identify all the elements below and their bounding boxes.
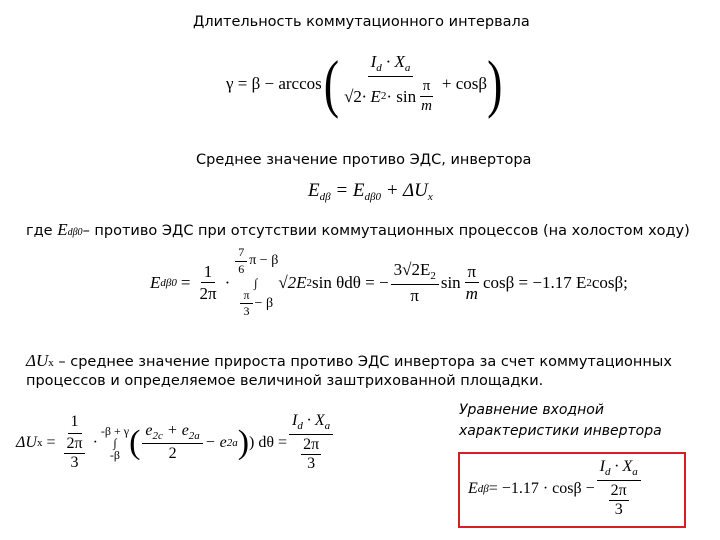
integral-limits: $\frac{7}{6}$ π − β ∫ $\frac{\pi}{3}$ − β: [233, 246, 278, 319]
formula-gamma: γ = β − arccos ( $I_d \cdot X_a$ √2 · E 2 · sin $\frac{\pi}{m}$ + cosβ ): [226, 47, 503, 119]
delta-paragraph-line2: процессов и определяемое величиной заштрихованной площадки.: [26, 373, 544, 389]
formula-delta-ux: ΔU x = 1 2π 3 · -β + γ ∫ -β ( $\frac{e_{2c} + e_{2a}}{2}$ − e 2a ) ) dθ = $I_d \cdot X_a$ 2π 3: [16, 412, 335, 473]
right-paren-glyph: ): [487, 47, 503, 119]
delta-integral-limits: -β + γ ∫ -β: [100, 423, 130, 462]
delta-right-paren: ): [237, 423, 250, 461]
delta-paragraph-line1: ΔUx – среднее значение прироста противо ЭДС инвертора за счет коммутационных: [26, 351, 672, 370]
formula-boxed: E dβ = −1.17 · cosβ − $I_d \cdot X_a$ 2π 3: [468, 458, 643, 519]
where-paragraph: где Edβ0– противо ЭДС при отсутствии коммутационных процессов (на холостом ходу): [26, 220, 690, 239]
heading-avg-counter-emf: Среднее значение противо ЭДС, инвертора: [196, 152, 532, 168]
left-paren-glyph: (: [323, 47, 340, 119]
integral-glyph: ∫: [254, 275, 258, 290]
delta-left-paren: (: [129, 423, 141, 461]
note-line1: Уравнение входной: [459, 402, 604, 418]
delta-integral-glyph: ∫: [113, 435, 117, 450]
formula-edb: $E_{d\beta} = E_{d\beta 0} + \Delta U_x$: [308, 180, 433, 203]
formula-gamma-lhs: γ = β − arccos: [226, 73, 322, 93]
formula-gamma-rhs: + cosβ: [441, 73, 488, 93]
note-line2: характеристики инвертора: [459, 423, 662, 439]
formula-edb0: E dβ0 = $\frac{1}{2\pi}$ · $\frac{7}{6}$ π − β ∫ $\frac{\pi}{3}$ − β √2E 2 sin θdθ = − $\frac{3√2E_2}{\pi}$ sin $\frac{\pi}{m}$ cosβ = −1.17 E 2 cosβ;: [150, 245, 628, 319]
heading-commutation-interval: Длительность коммутационного интервала: [193, 14, 530, 30]
